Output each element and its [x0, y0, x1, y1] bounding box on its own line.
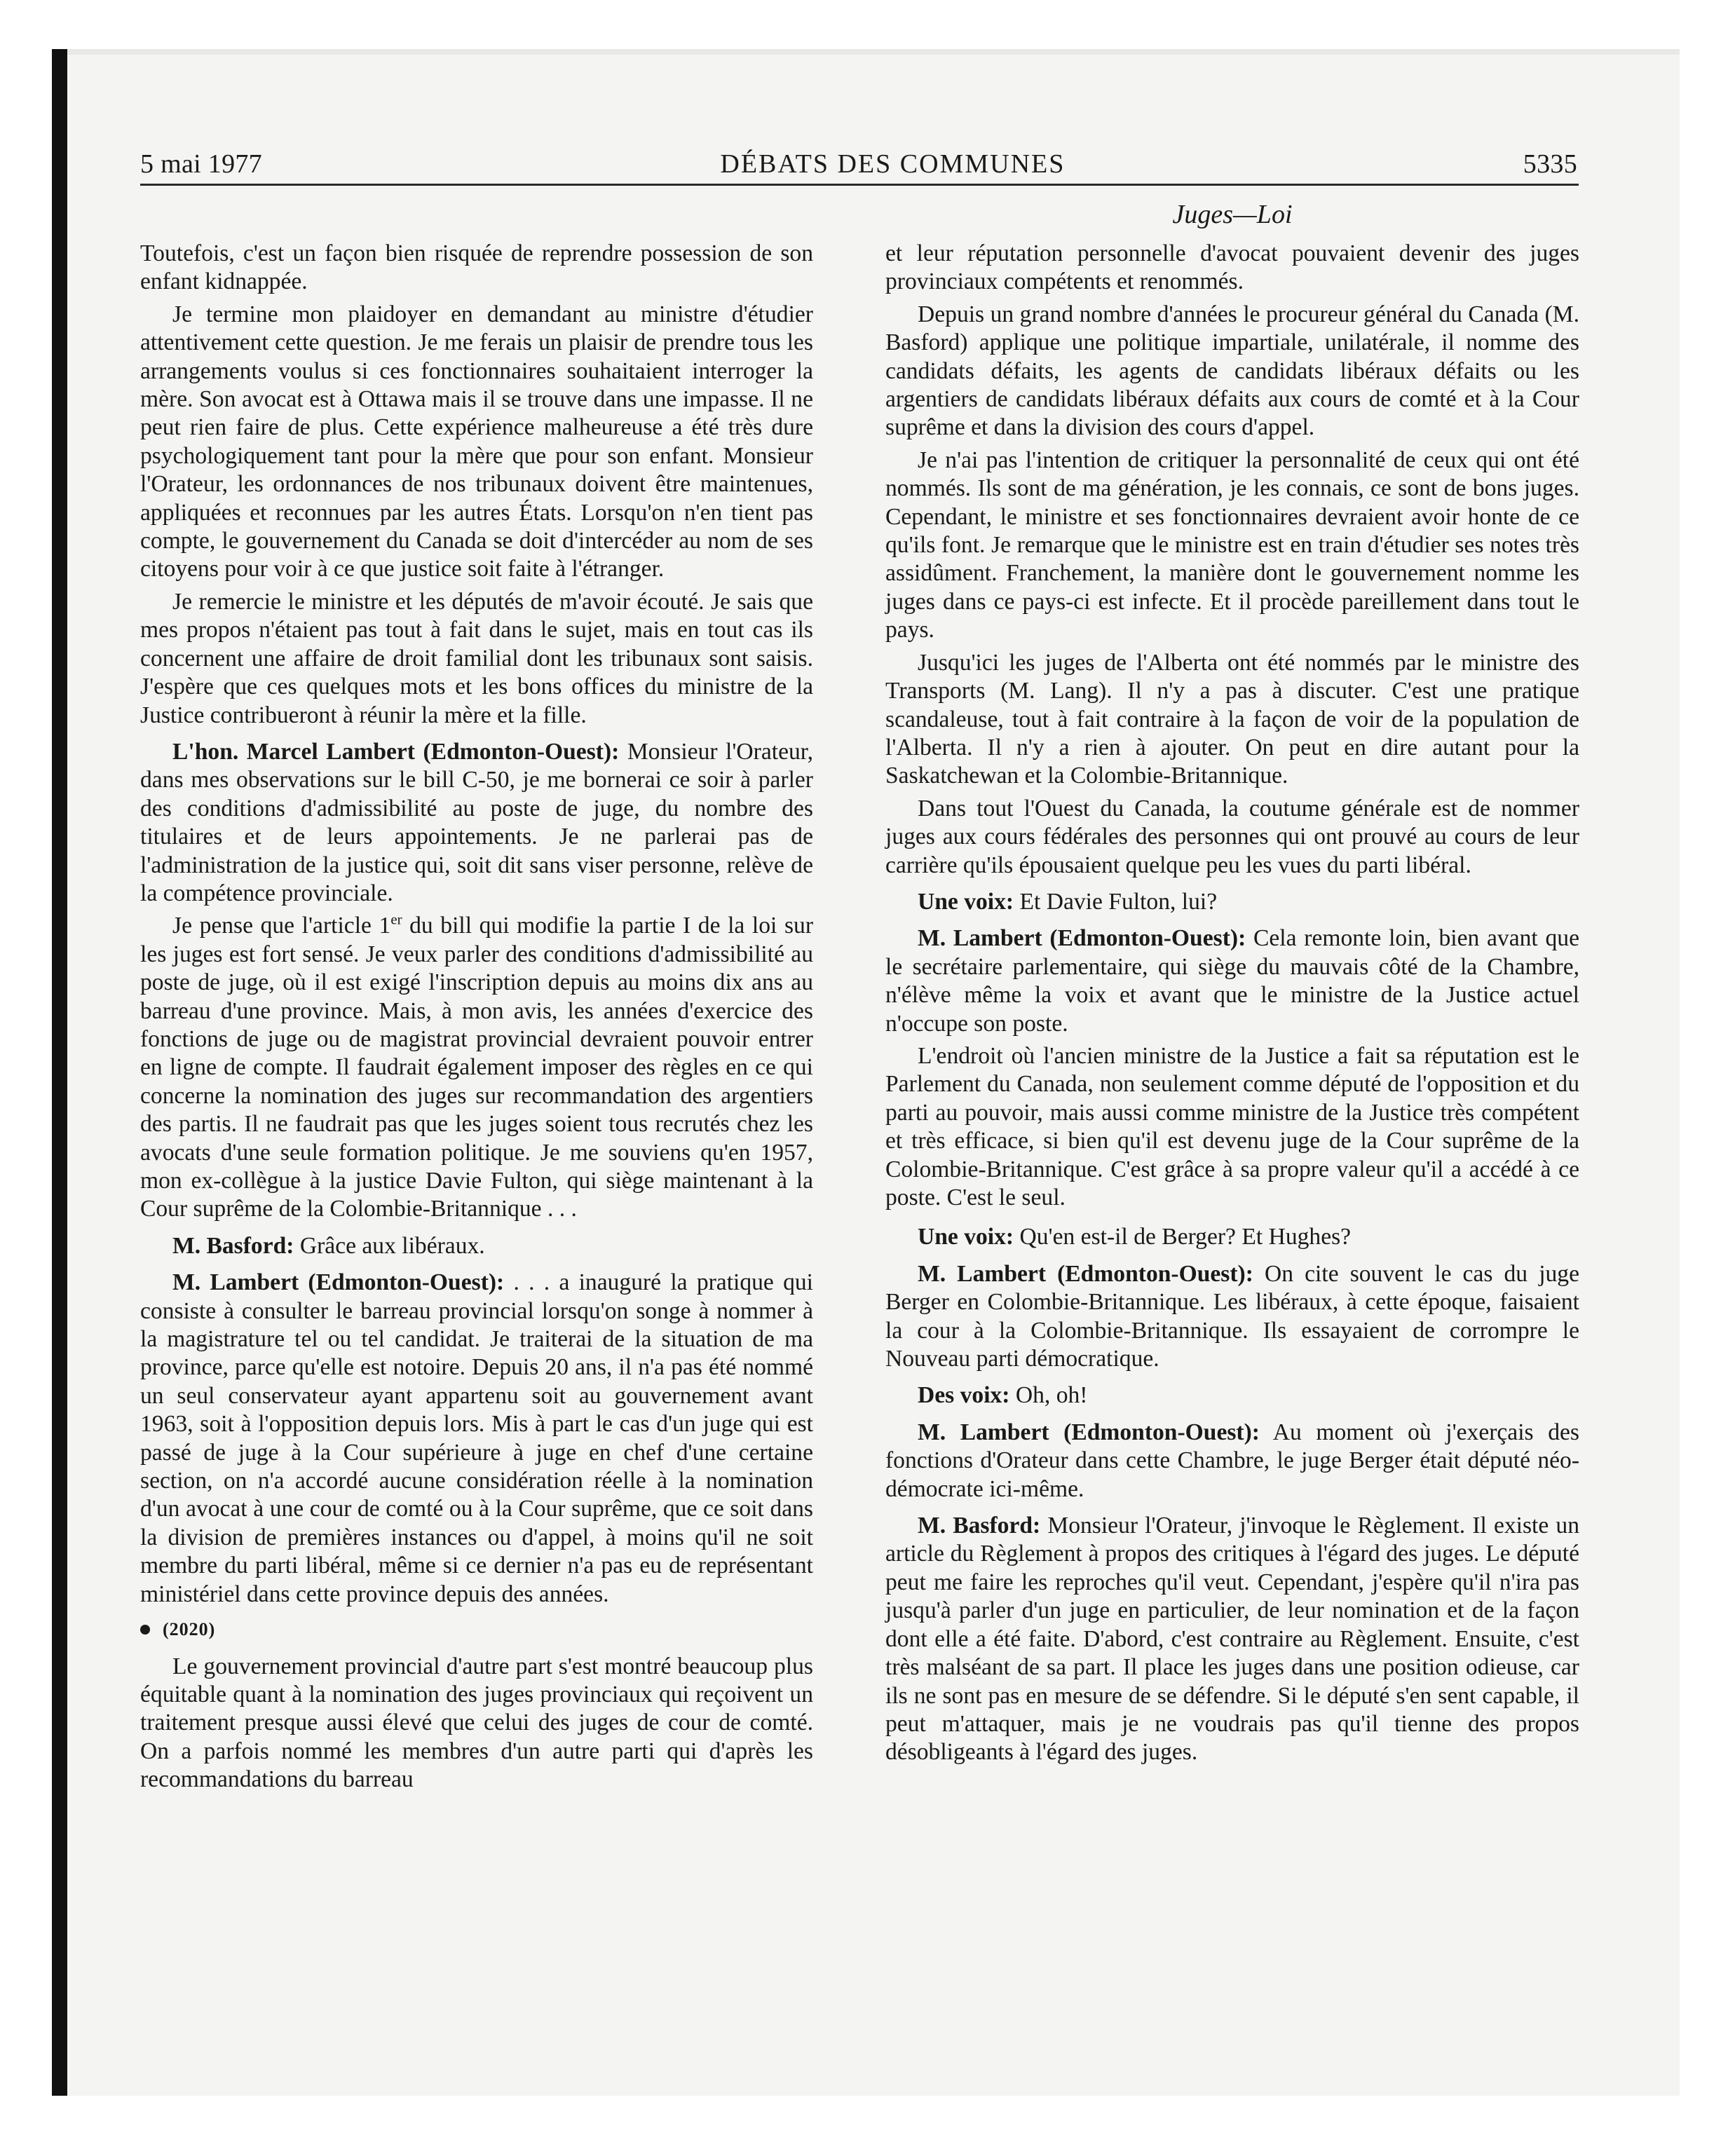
paragraph: Dans tout l'Ouest du Canada, la coutume générale est de nommer juges aux cours fédérales des personnes qui ont prouvé au cours de leur carrière qu'ils épousaient quelque peu les vues du parti libéral.	[885, 795, 1579, 878]
scan-border	[52, 49, 67, 2096]
left-column	[140, 240, 813, 1799]
running-head: Juges—Loi	[1172, 200, 1293, 229]
speech-text: Oh, oh!	[1009, 1382, 1088, 1409]
paragraph: Je remercie le ministre et les députés de m'avoir écouté. Je sais que mes propos n'étaient pas tout à fait dans le sujet, mais en tout cas ils concernent une affaire de droit familial dont les tribunaux sont saisis. J'espère que ces quelques mots et les bons offices du ministre de la Justice contribueront à réunir la mère et la fille.	[140, 588, 813, 728]
speech-text: On cite souvent le cas du juge Berger en Colombie-Britannique. Les libéraux, à cette époque, faisaient la cour à la Colombie-Britannique. Ils essayaient de corrompre le Nouveau parti démocratique.	[885, 1260, 1580, 1372]
time-marker	[140, 1616, 813, 1644]
speech-paragraph	[885, 1512, 1579, 1767]
speaker-name: L'hon. Marcel Lambert (Edmonton-Ouest):	[172, 738, 620, 765]
speech-text: Au moment où j'exerçais des fonctions d'Orateur dans cette Chambre, le juge Berger était député néo-démocrate ici-même.	[885, 1419, 1579, 1502]
paragraph: Je n'ai pas l'intention de critiquer la personnalité de ceux qui ont été nommés. Ils sont de ma génération, je les connais, ce sont de bons juges. Cependant, le ministre et ses fonctionnaires devraient avoir honte de ce qu'ils font. Je remarque que le ministre est en train d'étudier ses notes très assidûment. Franchement, la manière dont le gouvernement nomme les juges dans ce pays-ci est infecte. Et il procède pareillement dans tout le pays.	[885, 446, 1579, 643]
time-marker-label: (2020)	[163, 1619, 216, 1640]
speech-paragraph	[885, 1419, 1579, 1503]
paragraph	[140, 912, 813, 1223]
speech-text: Qu'en est-il de Berger? Et Hughes?	[1014, 1224, 1352, 1250]
paragraph-text: du bill qui modifie la partie I de la loi sur les juges est fort sensé. Je veux parler des conditions d'admissibilité au poste de juge, où il est exigé l'inscription depuis au moins dix ans au barreau d'une province. Mais, à mon avis, les années d'exercice des fonctions de juge ou de magistrat provincial devraient pouvoir entrer en ligne de compte. Il faudrait également imposer des règles en ce qui concerne la nomination des juges sur recommandation des argentiers des partis. Il ne faudrait pas que les juges soient tous recrutés chez les avocats d'une seule formation politique. Je me souviens qu'en 1957, mon ex-collègue à la justice Davie Fulton, qui siège maintenant à la Cour suprême de la Colombie-Britannique . . .	[140, 913, 813, 1222]
speaker-name: M. Basford:	[918, 1513, 1041, 1539]
paragraph: Je termine mon plaidoyer en demandant au ministre d'étudier attentivement cette question. Je me ferais un plaisir de prendre tous les arrangements voulus si ces fonctionnaires souhaitaient interroger la mère. Son avocat est à Ottawa mais il se trouve dans une impasse. Il ne peut rien faire de plus. Cette expérience malheureuse a été très dure psychologiquement tant pour la mère que pour son enfant. Monsieur l'Orateur, les ordonnances de nos tribunaux doivent être maintenues, appliquées et reconnues par les autres États. Lorsqu'on n'en tient pas compte, le gouvernement du Canada se doit d'intercéder au nom de ses citoyens pour voir à ce que justice soit faite à l'étranger.	[140, 301, 813, 582]
header-date: 5 mai 1977	[140, 149, 262, 179]
superscript: er	[390, 910, 402, 928]
paragraph: Toutefois, c'est un façon bien risquée de reprendre possession de son enfant kidnappée.	[140, 240, 813, 295]
speech-paragraph	[885, 888, 1579, 916]
paragraph: Depuis un grand nombre d'années le procureur général du Canada (M. Basford) applique une politique impartiale, unilatérale, il nomme des candidats défaits, les agents de candidats libéraux défaits ou les argentiers de candidats libéraux défaits aux cours de comté et à la Cour suprême et dans la division des cours d'appel.	[885, 301, 1579, 441]
speech-text: Et Davie Fulton, lui?	[1014, 888, 1218, 915]
speech-text: Cela remonte loin, bien avant que le secrétaire parlementaire, qui siège du mauvais côté de la Chambre, n'élève même la voix et avant que le ministre de la Justice actuel n'occupe son poste.	[885, 925, 1579, 1037]
right-column	[885, 240, 1579, 1771]
speech-paragraph	[885, 1260, 1579, 1374]
speech-paragraph	[885, 1223, 1579, 1251]
speaker-name: M. Lambert (Edmonton-Ouest):	[918, 1260, 1253, 1287]
speech-paragraph	[140, 1232, 813, 1260]
speaker-name: M. Lambert (Edmonton-Ouest):	[918, 1419, 1260, 1445]
paragraph: Le gouvernement provincial d'autre part s'est montré beaucoup plus équitable quant à la nomination des juges provinciaux qui reçoivent un traitement presque aussi élevé que celui des juges de cour de comté. On a parfois nommé les membres d'un autre parti qui d'après les recommandations du barreau	[140, 1653, 813, 1793]
speech-text: . . . a inauguré la pratique qui consiste à consulter le barreau provincial lorsqu'on songe à nommer à la magistrature tel ou tel candidat. Je traiterai de la situation de ma province, parce qu'elle est notoire. Depuis 20 ans, il n'a pas été nommé un seul conservateur ayant appartenu soit au gouvernement avant 1963, soit à l'opposition depuis lors. Mis à part le cas d'un juge qui est passé de juge à la Cour supérieure à juge en chef d'une certaine section, on n'a accordé aucune considération réelle à la nomination d'un avocat à une cour de comté ou à la Cour suprême, que ce soit dans la division de premières instances ou d'appel, à moins qu'il ne soit membre du parti libéral, même si ce dernier n'a pas eu de représentant ministériel dans cette province depuis des années.	[140, 1269, 813, 1607]
speech-paragraph	[885, 1381, 1579, 1410]
header-page-number: 5335	[1523, 149, 1577, 179]
speaker-name: M. Lambert (Edmonton-Ouest):	[918, 925, 1246, 952]
paragraph-text: Je pense que l'article 1	[172, 913, 391, 939]
page-header	[140, 149, 1577, 179]
paragraph: et leur réputation personnelle d'avocat pouvaient devenir des juges provinciaux compétents et renommés.	[885, 240, 1579, 295]
speaker-name: Des voix:	[918, 1382, 1010, 1409]
speaker-name: M. Lambert (Edmonton-Ouest):	[172, 1269, 505, 1296]
speech-text: Monsieur l'Orateur, dans mes observations sur le bill C-50, je me bornerai ce soir à parler des conditions d'admissibilité au poste de juge, du nombre des titulaires et de leurs appointements. Je ne parlerai pas de l'administration de la justice qui, soit dit sans viser personne, relève de la compétence provinciale.	[140, 738, 814, 906]
speech-paragraph	[885, 925, 1579, 1038]
speaker-name: M. Basford:	[172, 1232, 294, 1259]
header-rule	[140, 184, 1579, 186]
paragraph: L'endroit où l'ancien ministre de la Justice a fait sa réputation est le Parlement du Canada, non seulement comme député de l'opposition et du parti au pouvoir, mais aussi comme ministre de la Justice très compétent et très efficace, si bien qu'il est devenu juge de la Cour suprême de la Colombie-Britannique. C'est grâce à sa propre valeur qu'il a accédé à ce poste. C'est le seul.	[885, 1042, 1579, 1210]
paragraph: Jusqu'ici les juges de l'Alberta ont été nommés par le ministre des Transports (M. Lang). Il n'y a pas à discuter. C'est une pratique scandaleuse, tout à fait contraire à la façon de voir de la population de l'Alberta. Il n'y a rien à ajouter. On peut en dire autant pour la Saskatchewan et la Colombie-Britannique.	[885, 649, 1579, 789]
speech-text: Grâce aux libéraux.	[294, 1232, 485, 1259]
speaker-name: Une voix:	[918, 888, 1014, 915]
speech-text: Monsieur l'Orateur, j'invoque le Règlement. Il existe un article du Règlement à propos des critiques à l'égard des juges. Le député peut me faire les reproches qu'il veut. Cependant, j'espère qu'il n'ira pas jusqu'à parler d'un juge en particulier, de leur nomination et de la façon dont elle a été faite. D'abord, c'est contraire au Règlement. Ensuite, c'est très malséant de sa part. Il place les juges dans une position odieuse, car ils ne sont pas en mesure de se défendre. Si le député s'en sent capable, il peut m'attaquer, mais je ne voudrais pas qu'il tienne des propos désobligeants à l'égard des juges.	[885, 1513, 1579, 1766]
bullet-dot-icon	[140, 1625, 150, 1635]
speech-paragraph	[140, 738, 813, 908]
scan-top-edge	[67, 49, 1680, 55]
speech-paragraph	[140, 1269, 813, 1609]
header-title: DÉBATS DES COMMUNES	[720, 149, 1066, 179]
speaker-name: Une voix:	[918, 1224, 1014, 1250]
